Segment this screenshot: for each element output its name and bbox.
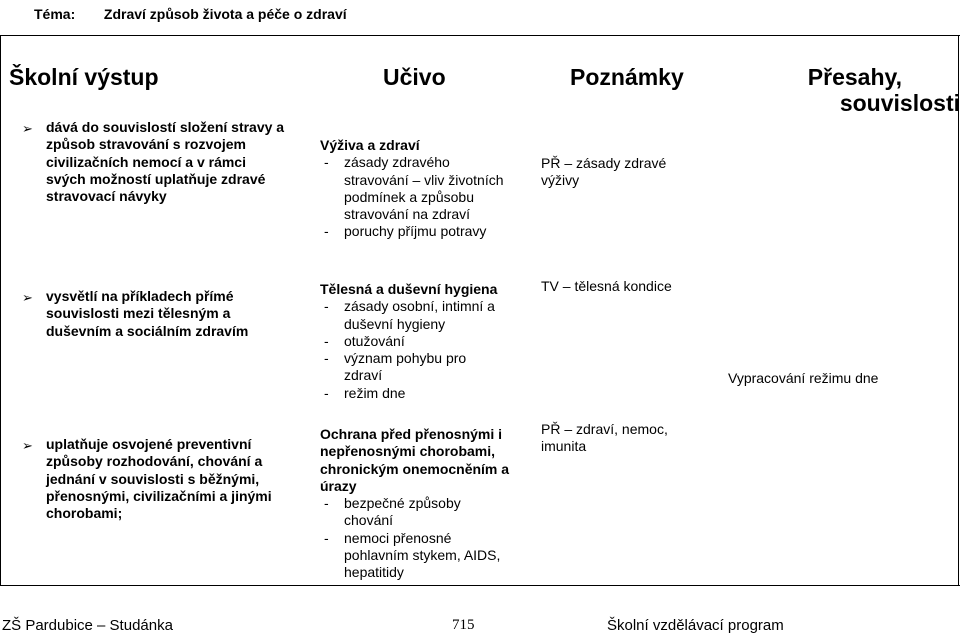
footer-school: ZŠ Pardubice – Studánka bbox=[2, 617, 173, 634]
arrow-bullet-icon: ➢ bbox=[22, 121, 33, 136]
header-outcome: Školní výstup bbox=[9, 64, 159, 90]
content-title: Ochrana před přenosnými i nepřenosnými chorobami, chronickým onemocněním a úrazy bbox=[320, 426, 510, 494]
header-links bbox=[807, 64, 960, 116]
arrow-bullet-icon: ➢ bbox=[22, 438, 33, 453]
content-title: Výživa a zdraví bbox=[320, 137, 420, 153]
notes-text: PŘ – zdraví, nemoc, imunita bbox=[541, 421, 668, 455]
table-left-border bbox=[0, 35, 1, 586]
table-top-border bbox=[0, 35, 960, 36]
content-cell bbox=[320, 137, 528, 241]
arrow-bullet-icon: ➢ bbox=[22, 290, 33, 305]
header-notes: Poznámky bbox=[570, 64, 684, 90]
content-cell bbox=[320, 426, 530, 582]
footer-page-number: 715 bbox=[452, 617, 475, 633]
topic-label: Téma: bbox=[34, 6, 76, 22]
content-item: - význam pohybu pro zdraví bbox=[320, 350, 504, 385]
outcome-text: dává do souvislostí složení stravy a způsob stravování s rozvojem civilizačních nemocí a v rámci svých možností uplatňuje zdravé stravovací návyky bbox=[46, 119, 285, 205]
topic-line bbox=[34, 6, 347, 22]
outcome-text: uplatňuje osvojené preventivní způsoby rozhodování, chování a jednání v souvislosti s běžnými, přenosnými, civilizačními a jinými chorobami; bbox=[46, 436, 272, 522]
table-bottom-border bbox=[0, 585, 960, 586]
header-links-line1: Přesahy, bbox=[807, 64, 902, 90]
topic-value: Zdraví způsob života a péče o zdraví bbox=[103, 6, 347, 22]
content-item: - otužování bbox=[320, 333, 528, 350]
header-links-line2: souvislosti bbox=[839, 90, 960, 116]
content-item: - nemoci přenosné pohlavním stykem, AIDS, hepatitidy bbox=[320, 530, 504, 582]
table-right-border bbox=[958, 35, 959, 586]
content-item: - bezpečné způsoby chování bbox=[320, 495, 504, 530]
notes-text: TV – tělesná kondice bbox=[541, 278, 672, 294]
links-text: Vypracování režimu dne bbox=[728, 370, 879, 386]
content-title: Tělesná a duševní hygiena bbox=[320, 281, 498, 297]
content-item: - poruchy příjmu potravy bbox=[320, 223, 528, 240]
notes-text: PŘ – zásady zdravé výživy bbox=[541, 155, 667, 189]
header-content: Učivo bbox=[383, 64, 446, 90]
content-item: - režim dne bbox=[320, 385, 528, 402]
outcome-text: vysvětlí na příkladech přímé souvislosti mezi tělesným a duševním a sociálním zdravím bbox=[46, 288, 249, 339]
footer-program: Školní vzdělávací program bbox=[607, 617, 784, 634]
content-item: - zásady osobní, intimní a duševní hygieny bbox=[320, 298, 514, 333]
content-item: - zásady zdravého stravování – vliv životních podmínek a způsobu stravování na zdraví bbox=[320, 154, 514, 223]
content-cell bbox=[320, 281, 528, 402]
